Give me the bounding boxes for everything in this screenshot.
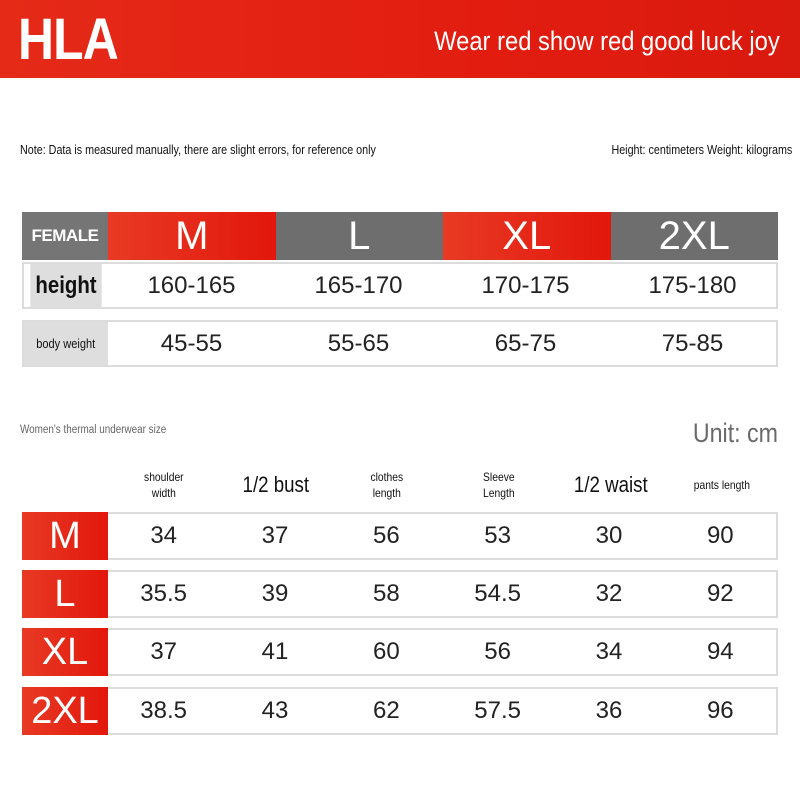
size-chart-header (22, 212, 778, 260)
height-value: 160-165 (147, 271, 236, 299)
table-cell: 38.5 (140, 697, 188, 724)
column-header-line: Length (483, 486, 515, 500)
header-banner (0, 0, 800, 78)
row-size-label: L (22, 570, 108, 618)
table-cell: 43 (261, 697, 289, 724)
row-size-label: 2XL (22, 687, 108, 735)
column-header-half-waist: 1/2 waist (573, 472, 648, 498)
measure-row-2xl (22, 687, 778, 735)
weight-value: 65-75 (494, 329, 557, 357)
table-cell: 60 (372, 638, 400, 665)
table-cell: 54.5 (474, 580, 521, 607)
weight-value: 45-55 (160, 329, 223, 357)
table-cell: 35.5 (140, 580, 188, 607)
table-cell: 53 (484, 522, 511, 549)
weight-value: 55-65 (327, 329, 390, 357)
row-values (108, 570, 778, 618)
gender-label: FEMALE (22, 212, 108, 260)
table-cell: 56 (484, 638, 511, 665)
slogan: Wear red show red good luck joy (434, 26, 780, 56)
column-header-line: shoulder (144, 469, 184, 484)
table-cell: 96 (706, 697, 734, 724)
weight-row (22, 320, 778, 367)
size-header-l: L (276, 212, 444, 260)
table-cell: 32 (595, 580, 623, 607)
size-header-2xl: 2XL (611, 212, 779, 260)
table-cell: 34 (595, 638, 623, 665)
measure-row-l (22, 570, 778, 618)
table-cell: 39 (261, 580, 289, 607)
table-cell: 34 (150, 522, 178, 549)
column-header-clothes-length (339, 462, 435, 508)
table-cell: 30 (595, 522, 623, 549)
table-cell: 37 (150, 638, 178, 665)
row-size-label: M (22, 512, 108, 560)
height-value: 170-175 (481, 271, 570, 299)
column-header-line: width (151, 486, 176, 500)
measurement-note: Note: Data is measured manually, there are slight errors, for reference only (20, 143, 376, 157)
units-note: Height: centimeters Weight: kilograms (611, 143, 792, 157)
column-header-half-bust: 1/2 bust (242, 472, 309, 498)
size-header-xl: XL (443, 212, 611, 260)
height-value: 165-170 (314, 271, 403, 299)
table-cell: 62 (372, 697, 400, 724)
measure-row-xl (22, 628, 778, 676)
column-header-line: Sleeve (483, 469, 515, 484)
brand-logo: HLA (18, 7, 118, 72)
table-cell: 90 (706, 522, 734, 549)
weight-label-cell (24, 322, 108, 365)
measure-chart-header (108, 462, 778, 508)
table-cell: 37 (261, 522, 289, 549)
row-size-label: XL (22, 628, 108, 676)
table-cell: 94 (706, 638, 734, 665)
row-values (108, 687, 778, 735)
height-row (22, 262, 778, 309)
column-header-sleeve-length (451, 462, 547, 508)
weight-value: 75-85 (661, 329, 724, 357)
size-header-m: M (108, 212, 276, 260)
row-values (108, 628, 778, 676)
table-cell: 92 (706, 580, 734, 607)
table-cell: 56 (372, 522, 400, 549)
weight-label: body weight (36, 336, 96, 351)
measure-row-m (22, 512, 778, 560)
table-cell: 41 (261, 638, 289, 665)
table-cell: 36 (595, 697, 623, 724)
section-title: Women's thermal underwear size (20, 424, 167, 436)
table-cell: 58 (372, 580, 400, 607)
column-header-pants-length: pants length (694, 477, 751, 492)
height-label: height (30, 264, 101, 307)
row-values (108, 512, 778, 560)
column-header-line: clothes (370, 469, 404, 484)
table-cell: 57.5 (474, 697, 521, 724)
unit-label: Unit: cm (692, 418, 778, 448)
column-header-line: length (373, 486, 402, 500)
column-header-shoulder-width (116, 462, 212, 508)
height-value: 175-180 (648, 271, 737, 299)
